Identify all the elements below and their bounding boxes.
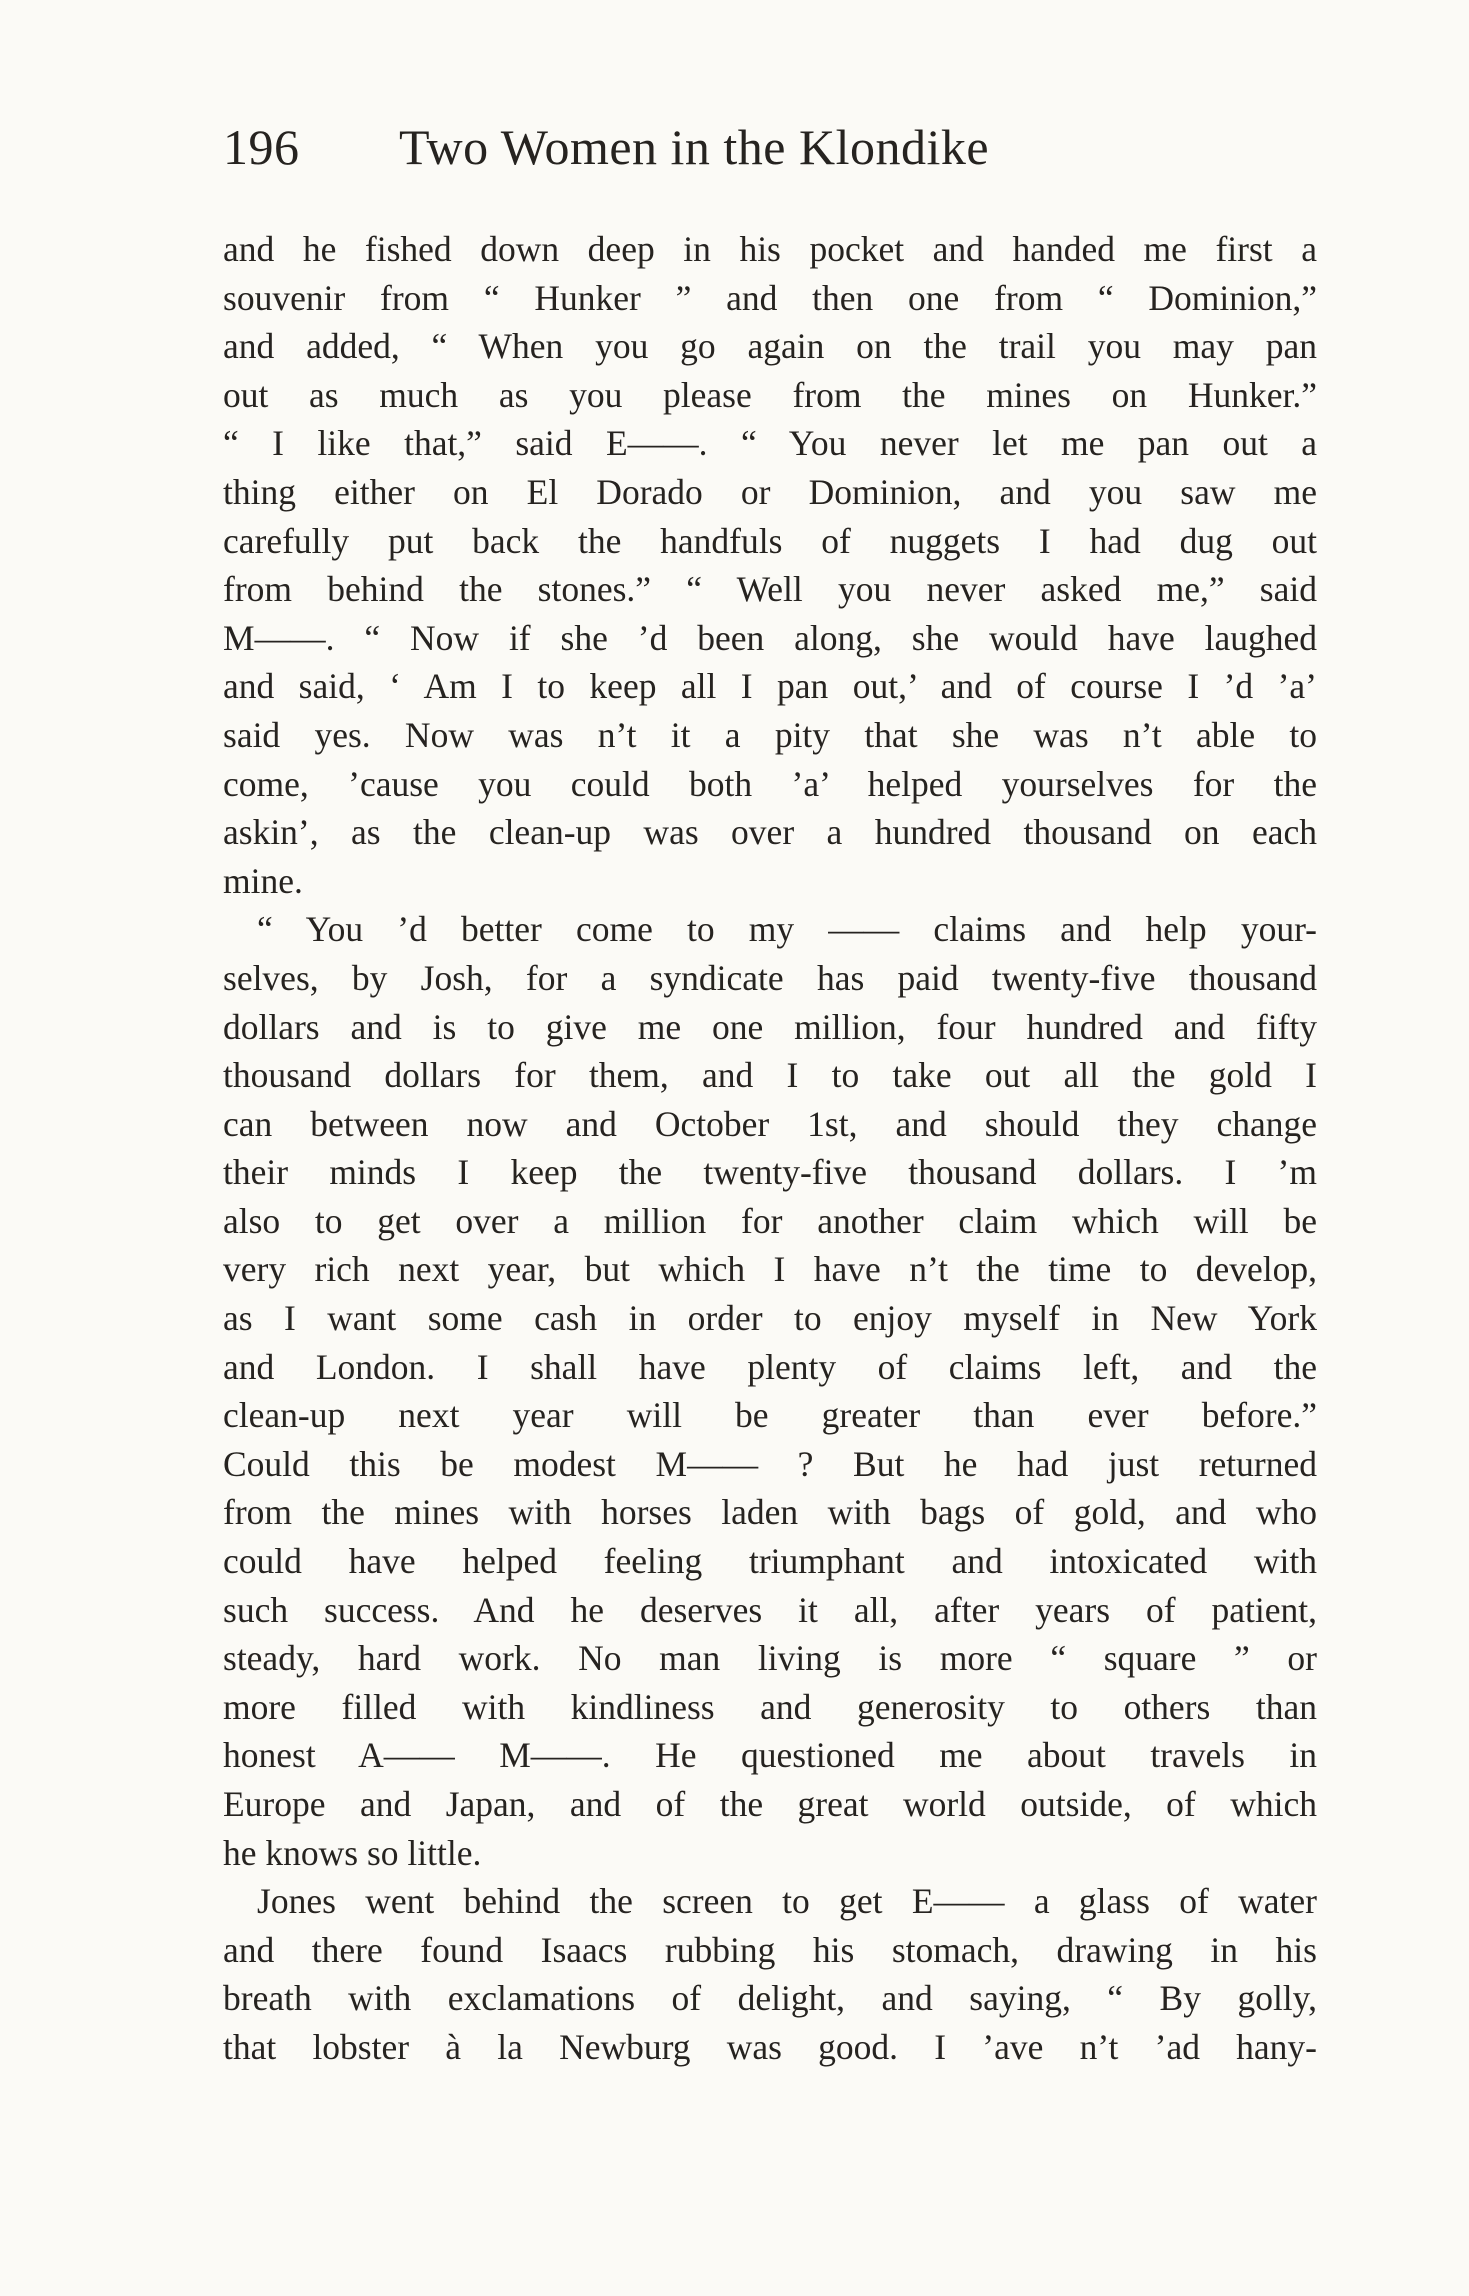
- text-line: can between now and October 1st, and should they change: [223, 1103, 1317, 1144]
- text-line: thing either on El Dorado or Dominion, and you saw me: [223, 471, 1317, 512]
- text-line: Could this be modest M—— ? But he had just returned: [223, 1443, 1317, 1484]
- text-line: breath with exclamations of delight, and saying, “ By golly,: [223, 1978, 1317, 2019]
- text-line: and said, ‘ Am I to keep all I pan out,’ and of course I ’d ’a’: [223, 666, 1317, 707]
- text-line: Europe and Japan, and of the great world outside, of which: [223, 1784, 1317, 1824]
- text-line: very rich next year, but which I have n’t the time to develop,: [223, 1249, 1317, 1290]
- text-line: he knows so little.: [223, 1832, 482, 1873]
- text-line: their minds I keep the twenty-five thousand dollars. I ’m: [223, 1152, 1317, 1193]
- text-line: could have helped feeling triumphant and intoxicated with: [223, 1541, 1317, 1582]
- text-line: said yes. Now was n’t it a pity that she was n’t able to: [223, 714, 1317, 755]
- text-line: also to get over a million for another claim which will be: [223, 1200, 1317, 1241]
- text-line: from the mines with horses laden with bags of gold, and who: [223, 1492, 1317, 1533]
- text-line: “ You ’d better come to my —— claims and help your-: [257, 909, 1317, 950]
- text-line: selves, by Josh, for a syndicate has paid twenty-five thousand: [223, 957, 1317, 998]
- text-line: clean-up next year will be greater than ever before.”: [223, 1395, 1317, 1436]
- text-line: and London. I shall have plenty of claims left, and the: [223, 1346, 1317, 1387]
- text-line: such success. And he deserves it all, after years of patient,: [223, 1589, 1317, 1630]
- text-line: from behind the stones.” “ Well you never asked me,” said: [223, 569, 1317, 610]
- text-line: honest A—— M——. He questioned me about travels in: [223, 1735, 1317, 1776]
- text-line: and there found Isaacs rubbing his stomach, drawing in his: [223, 1929, 1317, 1970]
- text-line: carefully put back the handfuls of nuggets I had dug out: [223, 520, 1317, 561]
- text-line: and added, “ When you go again on the trail you may pan: [223, 326, 1317, 367]
- text-line: steady, hard work. No man living is more “ square ” or: [223, 1638, 1317, 1679]
- text-line: as I want some cash in order to enjoy myself in New York: [223, 1298, 1317, 1339]
- text-line: Jones went behind the screen to get E—— a glass of water: [257, 1881, 1317, 1922]
- page-number: 196: [223, 119, 300, 175]
- paragraph-3: [223, 1877, 1317, 2071]
- running-head: [223, 112, 1323, 182]
- text-line: souvenir from “ Hunker ” and then one from “ Dominion,”: [223, 277, 1317, 318]
- text-line: dollars and is to give me one million, four hundred and fifty: [223, 1006, 1317, 1047]
- text-line: “ I like that,” said E——. “ You never let me pan out a: [223, 423, 1317, 464]
- text-line: come, ’cause you could both ’a’ helped yourselves for the: [223, 763, 1317, 804]
- text-line: thousand dollars for them, and I to take out all the gold I: [223, 1055, 1317, 1096]
- running-title: Two Women in the Klondike: [399, 119, 990, 175]
- text-line: askin’, as the clean-up was over a hundred thousand on each: [223, 812, 1317, 853]
- text-line: out as much as you please from the mines on Hunker.”: [223, 374, 1317, 415]
- paragraph-2: [223, 905, 1317, 1877]
- text-line: mine.: [223, 860, 303, 901]
- text-line: more filled with kindliness and generosity to others than: [223, 1686, 1317, 1727]
- paragraph-1: [223, 225, 1317, 905]
- text-line: and he fished down deep in his pocket and handed me first a: [223, 229, 1317, 269]
- body-text: [223, 225, 1317, 2072]
- text-line: M——. “ Now if she ’d been along, she would have laughed: [223, 617, 1317, 658]
- text-line: that lobster à la Newburg was good. I ’ave n’t ’ad hany-: [223, 2026, 1317, 2067]
